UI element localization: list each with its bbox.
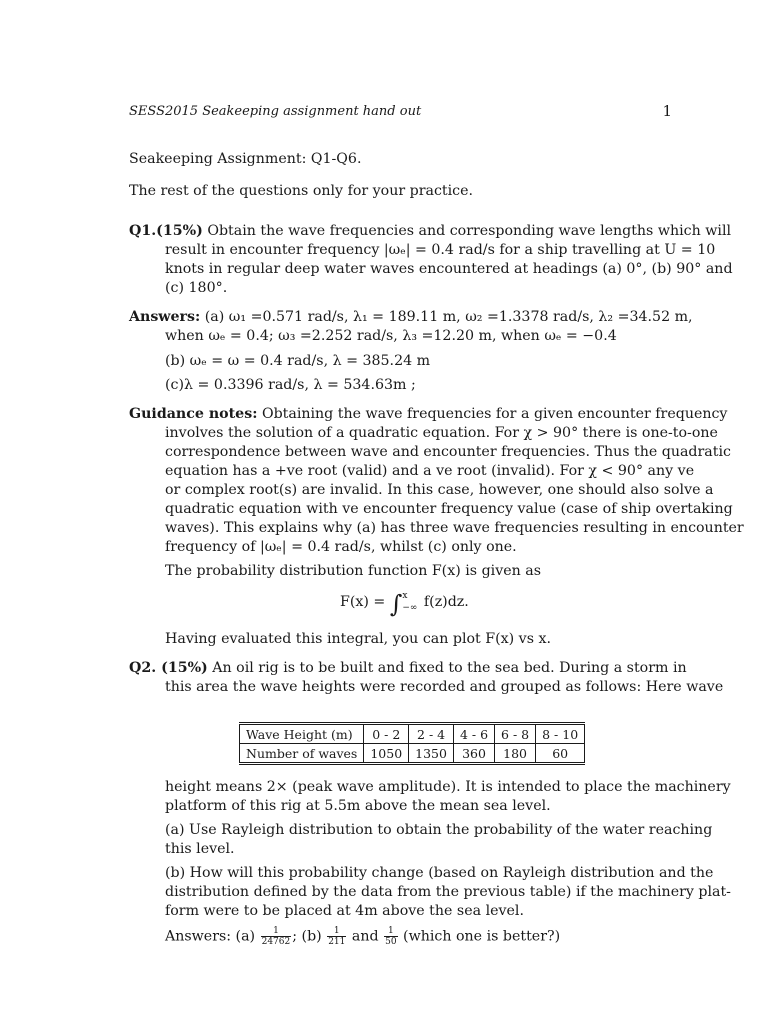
- fraction-b1: [327, 926, 346, 947]
- q1-label: Q1.(15%): [129, 223, 203, 239]
- table-cell: 4 - 6: [453, 724, 494, 744]
- q2-text-1: An oil rig is to be built and fixed to the sea bed. During a storm in: [212, 660, 687, 676]
- fraction-b2-numerator: 1: [384, 926, 397, 937]
- page-number: 1: [662, 102, 672, 120]
- fraction-b2: [384, 926, 397, 947]
- fraction-a-denominator: 24762: [261, 937, 291, 947]
- intro-line-2: The rest of the questions only for your practice.: [129, 183, 473, 199]
- q2-line-7: (b) How will this probability change (based on Rayleigh distribution and the: [165, 865, 714, 881]
- table-cell: 2 - 4: [409, 724, 454, 744]
- q2-line-5: (a) Use Rayleigh distribution to obtain the probability of the water reaching: [165, 822, 713, 838]
- answers-label: Answers:: [129, 309, 201, 325]
- table-cell: 8 - 10: [536, 724, 585, 744]
- q2-label: Q2. (15%): [129, 660, 208, 676]
- table-cell: 360: [453, 744, 494, 764]
- guidance-line-9: The probability distribution function F(x) is given as: [165, 563, 542, 579]
- wave-height-table: [239, 722, 585, 765]
- integral-sign: ∫: [389, 590, 403, 618]
- guidance-line-5: or complex root(s) are invalid. In this case, however, one should also solve a: [165, 482, 714, 498]
- guidance-line-2: involves the solution of a quadratic equation. For χ > 90° there is one-to-one: [165, 425, 718, 441]
- guidance-label: Guidance notes:: [129, 406, 258, 422]
- answers-line-1: [129, 308, 693, 327]
- guidance-line-10: Having evaluated this integral, you can plot F(x) vs x.: [165, 631, 551, 647]
- q1-text-1: Obtain the wave frequencies and corresponding wave lengths which will: [207, 223, 732, 239]
- formula-lhs: F(x) =: [340, 594, 390, 610]
- table-row-label: Wave Height (m): [240, 724, 364, 744]
- table-cell: 0 - 2: [364, 724, 409, 744]
- q2-line-6: this level.: [165, 841, 235, 857]
- q2-line-9: form were to be placed at 4m above the sea level.: [165, 903, 524, 919]
- q2-answers-prefix: Answers: (a): [165, 928, 260, 945]
- table-row: [240, 744, 585, 764]
- guidance-text-1: Obtaining the wave frequencies for a given encounter frequency: [261, 406, 728, 422]
- q2-answers-mid-1: ; (b): [292, 928, 327, 945]
- header-title: SESS2015 Seakeeping assignment hand out: [129, 104, 422, 119]
- q2-answers-suffix: (which one is better?): [398, 928, 561, 945]
- q2-line-3: height means 2× (peak wave amplitude). It is intended to place the machinery: [165, 779, 731, 795]
- answers-line-4: (c)λ = 0.3396 rad/s, λ = 534.63m ;: [165, 377, 416, 393]
- table-row: [240, 724, 585, 744]
- integral-limits: [402, 590, 417, 614]
- q2-answers-mid-2: and: [347, 928, 384, 945]
- intro-line-1: Seakeeping Assignment: Q1-Q6.: [129, 151, 362, 167]
- guidance-line-4: equation has a +ve root (valid) and a ve root (invalid). For χ < 90° any ve: [165, 463, 695, 479]
- table-cell: 180: [495, 744, 536, 764]
- answers-line-3: (b) ωₑ = ω = 0.4 rad/s, λ = 385.24 m: [165, 353, 431, 369]
- q2-answers-line: [165, 926, 560, 947]
- integral-formula: [340, 590, 469, 618]
- q2-line-8: distribution defined by the data from the previous table) if the machinery plat-: [165, 884, 731, 900]
- fraction-a: [261, 926, 292, 947]
- integral-upper-limit: x: [402, 591, 408, 601]
- table-row-label: Number of waves: [240, 744, 364, 764]
- fraction-b1-numerator: 1: [327, 926, 346, 937]
- q1-line-2: result in encounter frequency |ωₑ| = 0.4 rad/s for a ship travelling at U = 10: [165, 242, 716, 258]
- table-cell: 1050: [364, 744, 409, 764]
- guidance-line-8: frequency of |ωₑ| = 0.4 rad/s, whilst (c) only one.: [165, 539, 517, 555]
- page-header: [129, 102, 672, 122]
- fraction-b2-denominator: 50: [385, 937, 397, 947]
- guidance-line-3: correspondence between wave and encounter frequencies. Thus the quadratic: [165, 444, 731, 460]
- answers-text-1: (a) ω₁ =0.571 rad/s, λ₁ = 189.11 m, ω₂ =1.3378 rad/s, λ₂ =34.52 m,: [204, 309, 693, 325]
- q2-line-4: platform of this rig at 5.5m above the mean sea level.: [165, 798, 551, 814]
- q1-line-3: knots in regular deep water waves encountered at headings (a) 0°, (b) 90° and: [165, 261, 733, 277]
- q2-line-1: [129, 659, 687, 678]
- answers-line-2: when ωₑ = 0.4; ω₃ =2.252 rad/s, λ₃ =12.20 m, when ωₑ = −0.4: [165, 328, 617, 344]
- q2-line-2: this area the wave heights were recorded and grouped as follows: Here wave: [165, 679, 724, 695]
- q1-line-4: (c) 180°.: [165, 280, 228, 296]
- fraction-a-numerator: 1: [261, 926, 292, 937]
- fraction-b1-denominator: 211: [328, 937, 346, 947]
- q1-line-1: [129, 222, 731, 241]
- formula-rhs: f(z)dz.: [423, 594, 469, 610]
- integral-lower-limit: −∞: [402, 603, 418, 613]
- guidance-line-6: quadratic equation with ve encounter frequency value (case of ship overtaking: [165, 501, 733, 517]
- table-cell: 1350: [409, 744, 454, 764]
- table-cell: 60: [536, 744, 585, 764]
- guidance-line-1: [129, 405, 727, 424]
- guidance-line-7: waves). This explains why (a) has three wave frequencies resulting in encounter: [165, 520, 744, 536]
- table-cell: 6 - 8: [495, 724, 536, 744]
